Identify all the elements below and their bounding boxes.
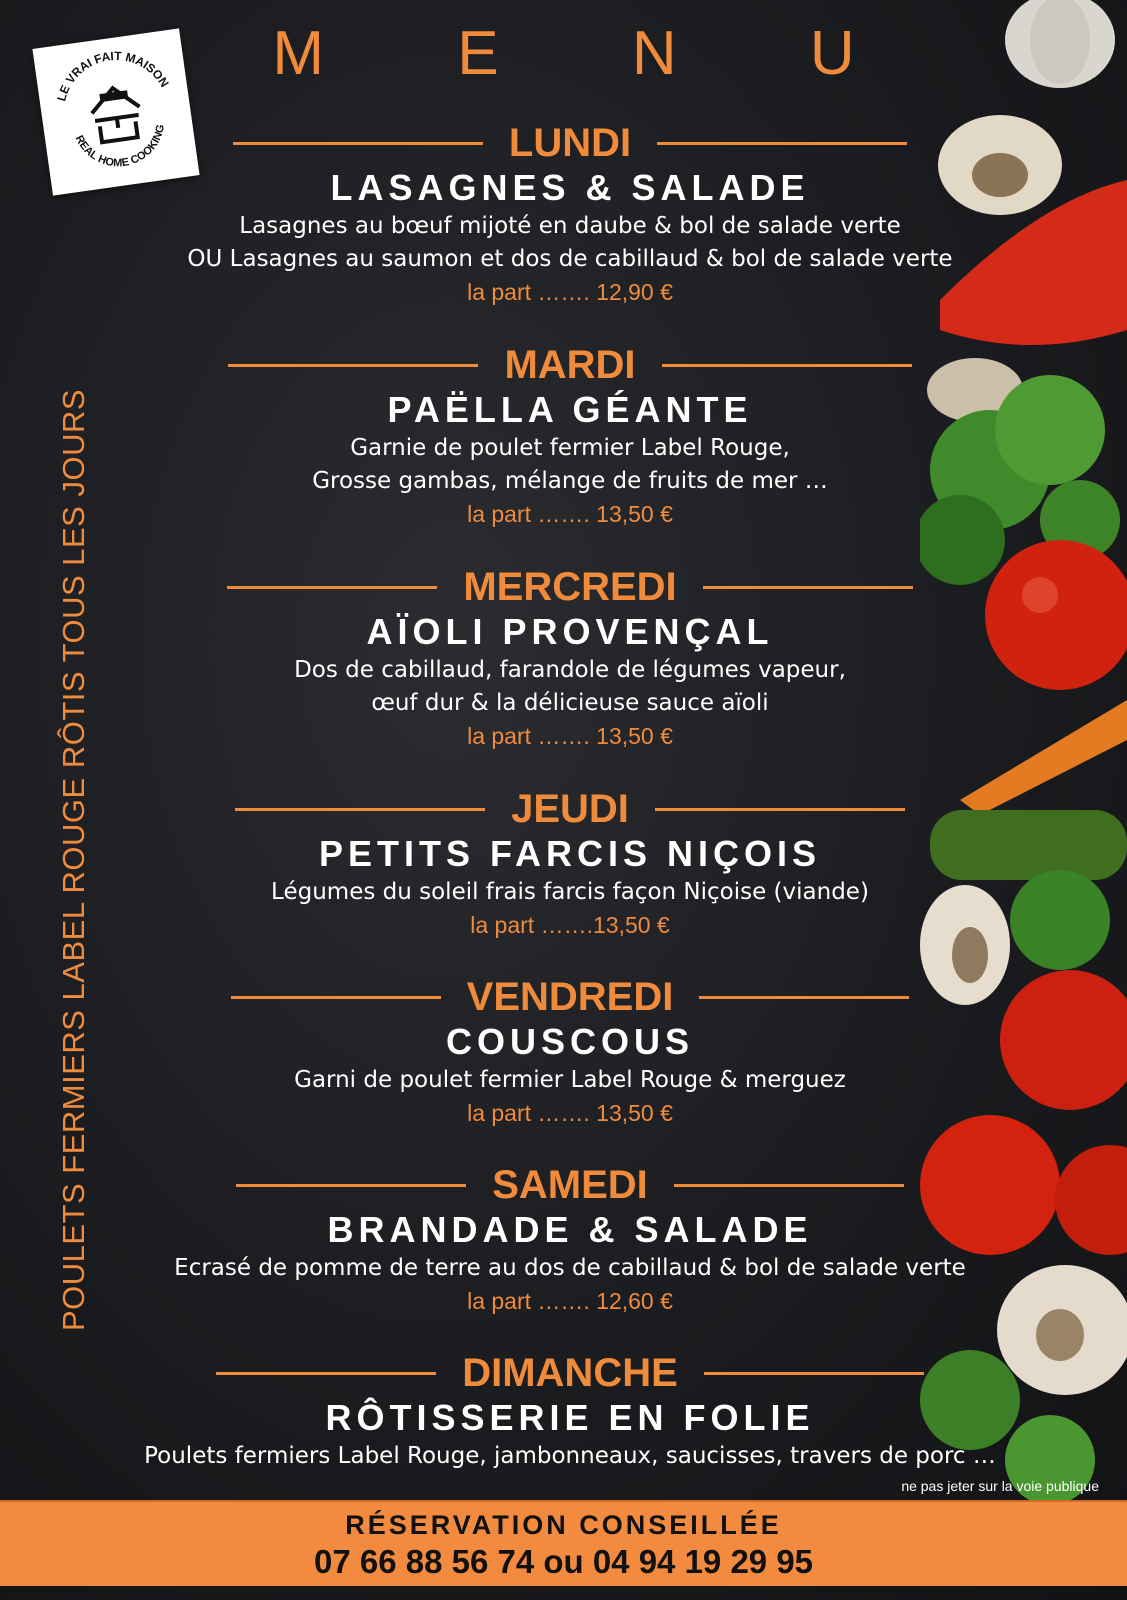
- dish-title: BRANDADE & SALADE: [327, 1209, 813, 1250]
- dish-title: PETITS FARCIS NIÇOIS: [318, 833, 822, 874]
- day-header: [100, 1162, 1040, 1208]
- logo-text-top: LE VRAI FAIT MAISON: [54, 48, 172, 103]
- day-section-mercredi: [100, 564, 1040, 752]
- day-header: [100, 564, 1040, 610]
- menu-title: M E N U: [272, 19, 913, 88]
- dish-description: OU Lasagnes au saumon et dos de cabillaud & bol de salade verte: [187, 246, 953, 272]
- reservation-phones[interactable]: 07 66 88 56 74 ou 04 94 19 29 95: [313, 1543, 814, 1580]
- dish-title: AÏOLI PROVENÇAL: [366, 611, 774, 652]
- dish-description: Lasagnes au bœuf mijoté en daube & bol de salade verte: [239, 213, 901, 239]
- reservation-bar: [0, 1500, 1127, 1586]
- divider-left: [227, 586, 437, 589]
- day-header: [100, 342, 1040, 388]
- dish-description: Ecrasé de pomme de terre au dos de cabillaud & bol de salade verte: [174, 1255, 966, 1281]
- day-name: MERCREDI: [463, 564, 677, 609]
- divider-left: [233, 142, 483, 145]
- divider-left: [235, 808, 485, 811]
- divider-right: [699, 996, 909, 999]
- day-name: LUNDI: [508, 120, 632, 165]
- day-section-samedi: [100, 1162, 1040, 1317]
- dish-description: œuf dur & la délicieuse sauce aïoli: [371, 690, 769, 716]
- dish-price: la part ……. 13,50 €: [467, 501, 673, 527]
- dish-title: PAËLLA GÉANTE: [387, 389, 753, 430]
- day-header: [100, 974, 1040, 1020]
- day-section-dimanche: [100, 1350, 1040, 1473]
- dish-description: Dos de cabillaud, farandole de légumes vapeur,: [294, 657, 846, 683]
- dish-price: la part …….13,50 €: [470, 912, 670, 938]
- dish-description: Garni de poulet fermier Label Rouge & merguez: [294, 1067, 846, 1093]
- divider-left: [228, 364, 478, 367]
- divider-right: [662, 364, 912, 367]
- dish-description: Garnie de poulet fermier Label Rouge,: [350, 435, 790, 461]
- dish-description: Légumes du soleil frais farcis façon Niçoise (viande): [271, 879, 869, 905]
- dish-title: RÔTISSERIE EN FOLIE: [325, 1397, 815, 1438]
- dish-description: Poulets fermiers Label Rouge, jambonneaux, saucisses, travers de porc …: [144, 1443, 996, 1469]
- day-header: [100, 786, 1040, 832]
- day-header: [100, 120, 1040, 166]
- day-section-lundi: [100, 120, 1040, 308]
- logo-text-bottom: REAL HOME COOKING: [72, 123, 168, 170]
- divider-left: [231, 996, 441, 999]
- day-name: MARDI: [504, 342, 636, 387]
- divider-right: [655, 808, 905, 811]
- side-banner-text: POULETS FERMIERS LABEL ROUGE RÔTIS TOUS LES JOURS: [56, 388, 91, 1332]
- day-section-vendredi: [100, 974, 1040, 1129]
- dish-title: COUSCOUS: [445, 1021, 695, 1062]
- day-section-mardi: [100, 342, 1040, 530]
- footnote: ne pas jeter sur la voie publique: [901, 1478, 1099, 1494]
- dish-description: Grosse gambas, mélange de fruits de mer …: [312, 468, 828, 494]
- day-name: VENDREDI: [466, 974, 674, 1019]
- divider-right: [703, 586, 913, 589]
- divider-right: [657, 142, 907, 145]
- dish-price: la part ……. 12,90 €: [467, 279, 673, 305]
- dish-price: la part ……. 12,60 €: [467, 1288, 673, 1314]
- dish-price: la part ……. 13,50 €: [467, 723, 673, 749]
- divider-left: [236, 1184, 466, 1187]
- divider-right: [704, 1372, 924, 1375]
- dish-price: la part ……. 13,50 €: [467, 1100, 673, 1126]
- day-name: DIMANCHE: [462, 1350, 678, 1395]
- divider-left: [216, 1372, 436, 1375]
- reservation-label: RÉSERVATION CONSEILLÉE: [345, 1510, 782, 1540]
- day-name: SAMEDI: [492, 1162, 648, 1207]
- day-section-jeudi: [100, 786, 1040, 941]
- day-name: JEUDI: [511, 786, 629, 831]
- divider-right: [674, 1184, 904, 1187]
- day-header: [100, 1350, 1040, 1396]
- dish-title: LASAGNES & SALADE: [330, 167, 810, 208]
